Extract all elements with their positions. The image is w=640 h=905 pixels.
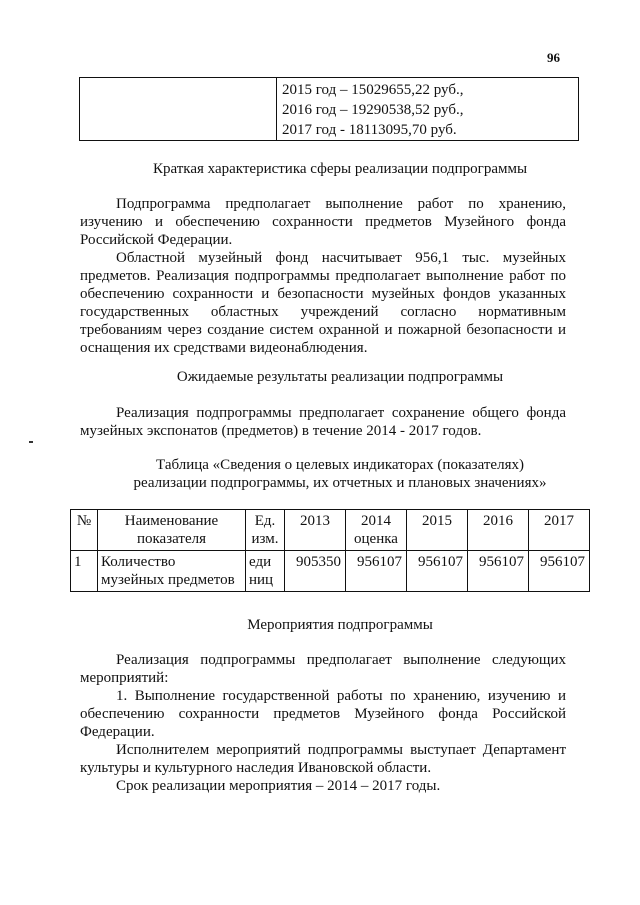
indicators-table	[70, 509, 590, 592]
paragraph: Срок реализации мероприятия – 2014 – 2017 годы.	[116, 778, 441, 794]
cell-name-line: Количество	[101, 554, 176, 570]
cell-2013: 905350	[285, 551, 346, 592]
cell-name-line: музейных предметов	[101, 572, 235, 588]
paragraph: Исполнителем мероприятий подпрограммы выступает Департамент культуры и культурного наследия Ивановской области.	[80, 742, 566, 776]
table-caption-line: реализации подпрограммы, их отчетных и плановых значениях»	[133, 475, 547, 491]
header-2014-line: оценка	[354, 531, 398, 547]
paragraph: Подпрограмма предполагает выполнение работ по хранению, изучению и обеспечению сохранности предметов Музейного фонда Российской Федерации.	[80, 196, 566, 248]
section-results-body	[80, 404, 566, 440]
funding-line-2016: 2016 год – 19290538,52 руб.,	[282, 102, 464, 118]
cell-2017: 956107	[529, 551, 590, 592]
header-2014-line: 2014	[361, 513, 391, 529]
header-name-line: показателя	[136, 531, 207, 547]
cell-2015: 956107	[407, 551, 468, 592]
header-2015: 2015	[407, 510, 468, 551]
header-unit	[246, 510, 285, 551]
paragraph: Областной музейный фонд насчитывает 956,1 тыс. музейных предметов. Реализация подпрограммы предполагает выполнение работ по обеспечению сохранности и безопасности музейных фондов указанных государственных областных учреждений согласно нормативным требованиям через создание систем охранной и пожарной безопасности и оснащения их средствами видеонаблюдения.	[80, 250, 566, 356]
table-header-row	[71, 510, 590, 551]
funding-values-cell	[277, 78, 579, 141]
funding-line-2017: 2017 год - 18113095,70 руб.	[282, 122, 457, 138]
table-caption	[80, 456, 600, 492]
paragraph: Реализация подпрограммы предполагает сохранение общего фонда музейных экспонатов (предметов) в течение 2014 - 2017 годов.	[80, 405, 566, 439]
table-row	[71, 551, 590, 592]
cell-name	[98, 551, 246, 592]
cell-num: 1	[71, 551, 98, 592]
header-2017: 2017	[529, 510, 590, 551]
section-characteristics-body	[80, 195, 566, 357]
page-number: 96	[547, 50, 560, 65]
header-unit-line: изм.	[251, 531, 279, 547]
cell-2014: 956107	[346, 551, 407, 592]
section-title-characteristics: Краткая характеристика сферы реализации подпрограммы	[152, 161, 528, 177]
paragraph: 1. Выполнение государственной работы по хранению, изучению и обеспечению сохранности предметов Музейного фонда Российской Федерации.	[80, 688, 566, 740]
header-2013: 2013	[285, 510, 346, 551]
header-2016: 2016	[468, 510, 529, 551]
section-title-measures: Мероприятия подпрограммы	[247, 617, 433, 633]
funding-table	[79, 77, 579, 141]
scan-mark	[29, 441, 33, 443]
section-measures-body	[80, 651, 566, 795]
table-caption-line: Таблица «Сведения о целевых индикаторах (показателях)	[156, 457, 524, 473]
header-unit-line: Ед.	[254, 513, 276, 529]
header-name	[98, 510, 246, 551]
funding-line-2015: 2015 год – 15029655,22 руб.,	[282, 82, 464, 98]
cell-unit-line: ниц	[249, 572, 274, 588]
cell-unit-line: еди	[249, 554, 272, 570]
cell-unit	[246, 551, 285, 592]
header-name-line: Наименование	[124, 513, 219, 529]
paragraph: Реализация подпрограммы предполагает выполнение следующих мероприятий:	[80, 652, 566, 686]
header-2014	[346, 510, 407, 551]
funding-label-cell	[80, 78, 277, 141]
cell-2016: 956107	[468, 551, 529, 592]
section-title-results: Ожидаемые результаты реализации подпрограммы	[176, 369, 504, 385]
header-num: №	[71, 510, 98, 551]
